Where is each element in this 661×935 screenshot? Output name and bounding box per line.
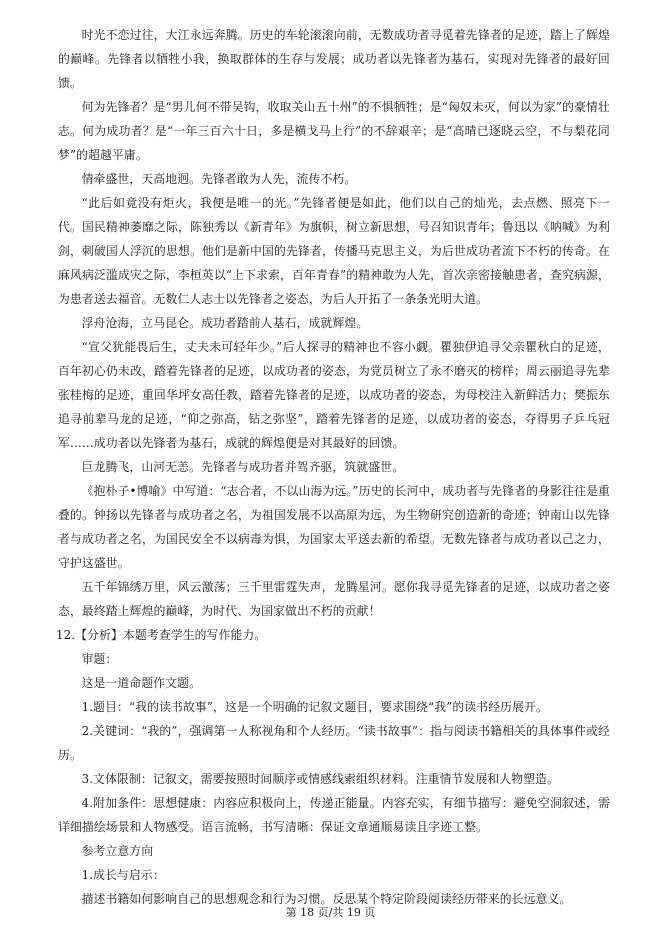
essay-paragraph-6: “宣父犹能畏后生，丈夫未可轻年少。”后人探寻的精神也不容小觑。瞿独伊追寻父亲瞿秋白的足迹，百年初心仍未改，踏着先锋者的足迹，以成功者的姿态，为党员树立了永不磨灭的榜样；周云丽追寻先辈张桂梅的足迹，重回华坪女高任教，踏着先锋者的足迹，以成功者的姿态，为母校注入新鲜活力；樊振东追寻前辈马龙的足迹，“仰之弥高，钻之弥坚”，踏着先锋者的足迹，以成功者的姿态，夺得男子乒乓冠军……成功者以先锋者为基石，成就的辉煌便是对其最好的回馈。	[58, 340, 610, 450]
essay-paragraph-4: “此后如竟没有炬火，我便是唯一的光。”先锋者便是如此，他们以自己的灿光，去点燃、照亮下一代。国民精神萎靡之际，陈独秀以《新青年》为旗帜，树立新思想，号召知识青年；鲁迅以《呐喊》为利剑，刺破国人浮沉的思想。他们是新中国的先锋者，传播马克思主义，为后世成功者流下不朽的传奇。在麻风病泛滥成灾之际，李桓英以“上下求索，百年青春”的精神敢为人先，首次亲密接触患者，查究病源，为患者送去福音。无数仁人志士以先锋者之姿态，为后人开拓了一条条光明大道。	[58, 196, 610, 306]
analysis-line-9: 描述书籍如何影响自己的思想观念和行为习惯。反思某个特定阶段阅读经历带来的长远意义。	[81, 892, 572, 906]
essay-paragraph-2: 何为先锋者？是“男儿何不带吴钩，收取关山五十州”的不惧牺牲；是“匈奴未灭，何以为家”的豪情壮志。何为成功者？是“一年三百六十日，多是横戈马上行”的不辞艰辛；是“高晴已逐晓云空，不与梨花同梦”的超越平庸。	[58, 100, 610, 162]
analysis-line-4: 2.关键词：“我的”，强调第一人称视角和个人经历。“读书故事”：指与阅读书籍相关的具体事件或经历。	[58, 724, 610, 762]
analysis-line-3: 1.题目：“我的读书故事”，这是一个明确的记叙文题目，要求围绕“我”的读书经历展开。	[81, 700, 548, 714]
essay-paragraph-1: 时光不恋过往，大江永远奔腾。历史的车轮滚滚向前，无数成功者寻觅着先锋者的足迹，踏上了辉煌的巅峰。先锋者以牺牲小我，换取群体的生存与发展；成功者以先锋者为基石，实现对先锋者的最好回馈。	[58, 28, 610, 90]
analysis-line-6: 4.附加条件：思想健康：内容应积极向上，传递正能量。内容充实，有细节描写：避免空洞叙述，需详细描绘场景和人物感受。语言流畅，书写清晰：保证文章通顺易读且字迹工整。	[58, 796, 610, 834]
document-body	[58, 23, 610, 911]
analysis-line-2: 这是一道命题作文题。	[81, 676, 202, 690]
analysis-line-8: 1.成长与启示：	[81, 868, 165, 882]
essay-paragraph-5: 浮舟沧海，立马昆仑。成功者踏前人基石，成就辉煌。	[81, 316, 369, 330]
analysis-line-5: 3.文体限制：记叙文，需要按照时间顺序或情感线索组织材料。注重情节发展和人物塑造。	[81, 772, 560, 786]
essay-paragraph-8: 《抱朴子•博喻》中写道：“志合者，不以山海为远。”历史的长河中，成功者与先锋者的身影往往是重叠的。钟扬以先锋者与成功者之名，为祖国发展不以高原为远，为生物研究创造新的奇迹；钟南山以先锋者与成功者之名，为国民安全不以病毒为惧，为国家太平送去新的希望。无数先锋者与成功者以己之力，守护这盛世。	[58, 484, 610, 570]
analysis-text: 本题考查学生的写作能力。	[123, 628, 267, 642]
page-footer: 第 18 页/共 19 页	[285, 906, 376, 919]
essay-paragraph-3: 情牵盛世，天高地迥。先锋者敢为人先，流传不朽。	[81, 172, 357, 186]
analysis-line-7: 参考立意方向	[81, 844, 154, 858]
analysis-label: 12.【分析】	[56, 628, 123, 642]
analysis-heading	[56, 623, 610, 647]
analysis-line-1: 审题：	[81, 652, 118, 666]
essay-paragraph-9: 五千年锦绣万里，风云激荡；三千里雷霆失声，龙腾星河。愿你我寻觅先锋者的足迹，以成功者之姿态，最终踏上辉煌的巅峰，为时代、为国家做出不朽的贡献！	[58, 580, 610, 618]
essay-paragraph-7: 巨龙腾飞，山河无恙。先锋者与成功者并驾齐驱，筑就盛世。	[81, 460, 405, 474]
